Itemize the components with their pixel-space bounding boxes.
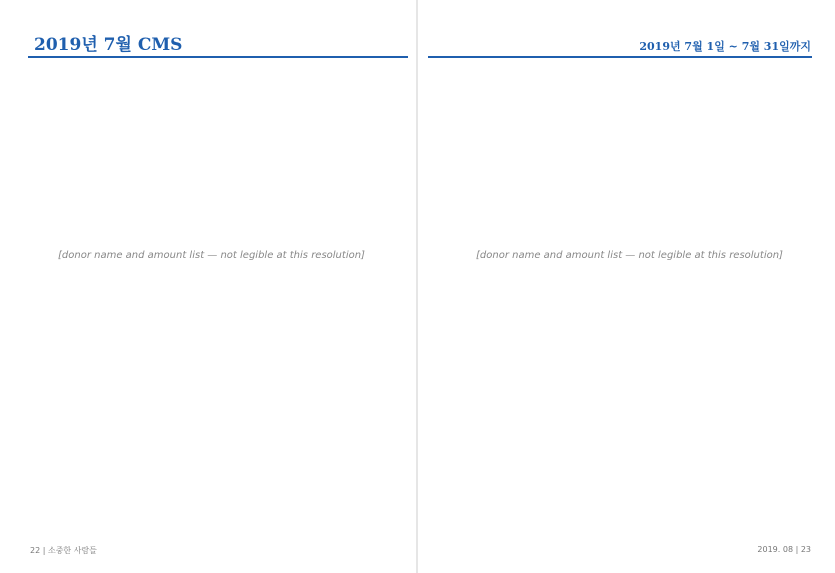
title-rule (428, 56, 812, 58)
right-page (418, 0, 835, 573)
title-rule (28, 56, 408, 58)
page-title: 2019년 7월 CMS (34, 35, 183, 55)
right-footer: 2019. 08 | 23 (757, 545, 811, 554)
illegible-notice: [donor name and amount list — not legible at this resolution] (58, 250, 365, 261)
left-footer: 22 | 소중한 사람들 (30, 546, 97, 555)
date-range: 2019년 7월 1일 ~ 7월 31일까지 (639, 40, 811, 53)
left-page (0, 0, 417, 573)
illegible-notice: [donor name and amount list — not legible at this resolution] (476, 250, 783, 261)
